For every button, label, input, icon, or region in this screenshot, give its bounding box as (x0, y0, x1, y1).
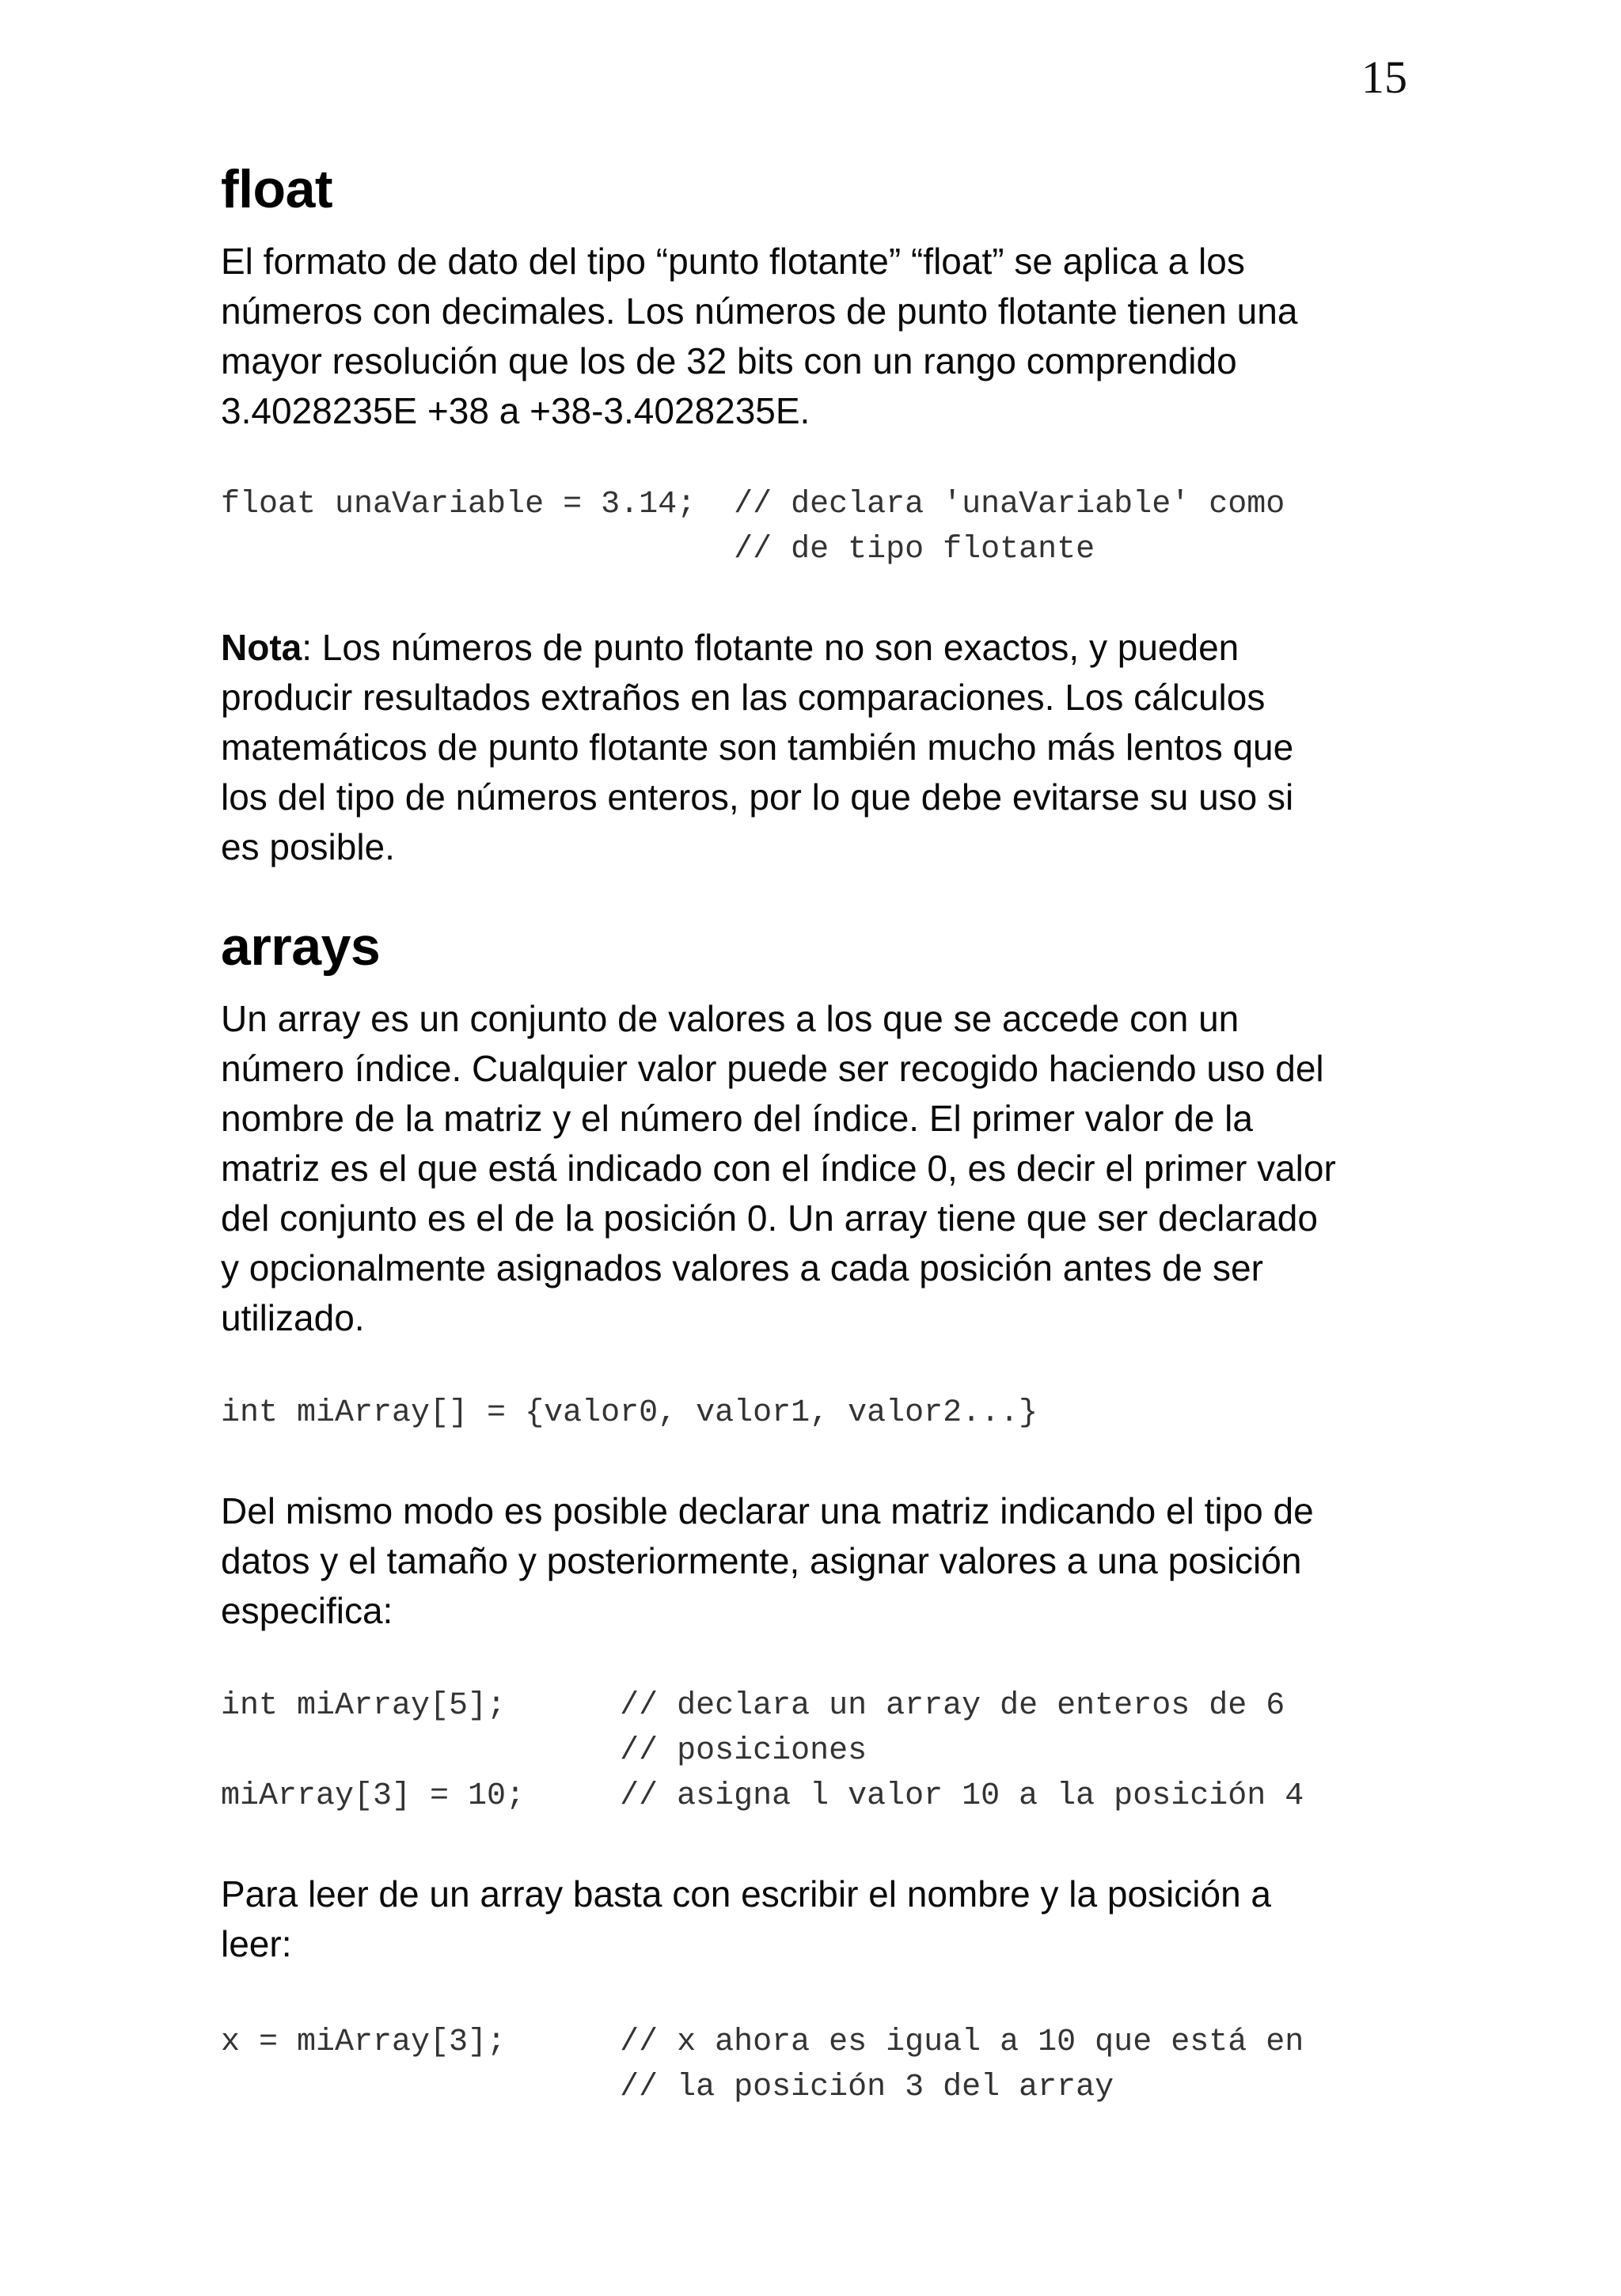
arrays-assign-code: int miArray[5]; // declara un array de enteros de 6 // posiciones miArray[3] = 10; // asigna l valor 10 a la posición 4 (221, 1688, 1304, 1814)
float-note (221, 623, 1424, 872)
note-text: : Los números de punto flotante no son exactos, y pueden producir resultados extraños en las comparaciones. Los cálculos matemáticos de punto flotante son también mucho más lentos que los del tipo de números enteros, por lo que debe evitarse su uso si es posible. (221, 627, 1294, 867)
arrays-declare-code: int miArray[] = {valor0, valor1, valor2...} (221, 1395, 1038, 1431)
note-label: Nota (221, 627, 302, 668)
page-content (221, 159, 1424, 2110)
float-code-block: float unaVariable = 3.14; // declara 'unaVariable' como // de tipo flotante (221, 487, 1285, 567)
arrays-paragraph: Un array es un conjunto de valores a los que se accede con un número índice. Cualquier valor puede ser recogido haciendo uso del nombre de la matriz y el número del índice. El primer valor de la matriz es el que está indicado con el índice 0, es decir el primer valor del conjunto es el de la posición 0. Un array tiene que ser declarado y opcionalmente asignados valores a cada posición antes de ser utilizado. (221, 998, 1336, 1338)
arrays-paragraph-2: Del mismo modo es posible declarar una matriz indicando el tipo de datos y el tamaño y posteriormente, asignar valores a una posición especifica: (221, 1490, 1314, 1631)
float-heading: float (221, 159, 333, 219)
arrays-heading: arrays (221, 917, 381, 977)
float-paragraph: El formato de dato del tipo “punto flotante” “float” se aplica a los números con decimales. Los números de punto flotante tienen una mayor resolución que los de 32 bits con un rango comprendido 3.4028235E +38 a +38-3.4028235E. (221, 241, 1298, 431)
page-number: 15 (1361, 51, 1407, 103)
arrays-paragraph-3: Para leer de un array basta con escribir el nombre y la posición a leer: (221, 1873, 1272, 1964)
arrays-read-code: x = miArray[3]; // x ahora es igual a 10 que está en // la posición 3 del array (221, 2025, 1304, 2105)
